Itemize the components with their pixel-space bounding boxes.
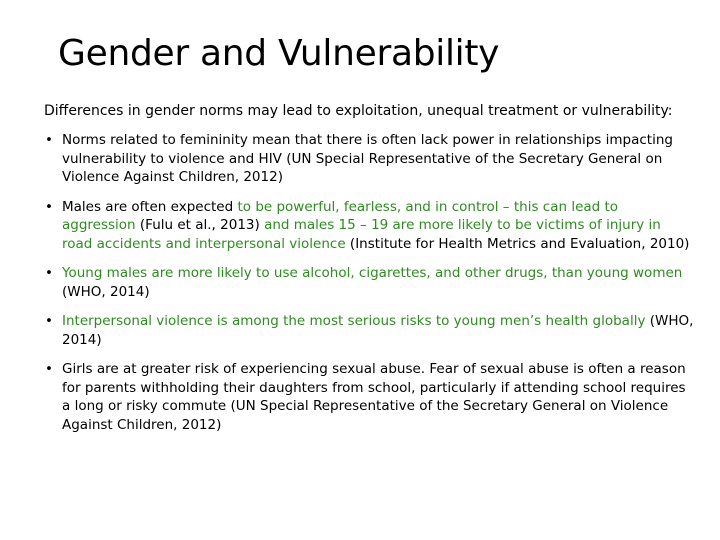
slide-body [44,102,694,445]
intro-text-1: Differences in gender norms may lead to [44,103,336,119]
bullet-list [44,131,694,434]
bullet-citation: (Fulu et al., 2013) [135,217,265,233]
intro-text-3: or vulnerability: [558,103,673,119]
intro-paragraph [44,102,694,121]
bullet-glyph: • [45,313,53,329]
bullet-highlight: Interpersonal violence is among the most serious risks to young men’s health globally [62,313,646,329]
intro-term-unequal-treatment: unequal treatment [427,103,559,119]
bullet-item-femininity [44,131,694,187]
slide-title: Gender and Vulnerability [58,33,500,74]
bullet-citation: (WHO, 2014) [62,283,150,300]
intro-term-exploitation: exploitation [335,103,419,119]
bullet-item-young-males [44,264,694,301]
bullet-citation: (Institute for Health Metrics and Evaluation, 2010) [345,235,690,252]
bullet-text: Norms related to femininity mean that there is often lack power in relationships impacting vulnerability to violence and HIV (UN Special Representative of the Secretary General on Violence Against Children, 2012) [62,132,673,185]
bullet-glyph: • [45,265,53,281]
bullet-glyph: • [45,198,53,215]
bullet-citation: (WHO, 2014) [62,313,694,348]
intro-text-2: , [418,103,428,119]
bullet-highlight: and males 15 – 19 are more likely to be victims of injury in road accidents and interpersonal violence [62,217,661,252]
bullet-text: Girls are at greater risk of experiencing sexual abuse. Fear of sexual abuse is often a reason for parents withholding their daughters from school, particularly if attending school requires a long or risky commute (UN Special Representative of the Secretary General on Violence Against Children, 2012) [62,361,686,433]
bullet-highlight: to be powerful, fearless, and in control – this can lead to aggression [62,198,619,233]
bullet-glyph: • [45,132,53,148]
bullet-item-girls-risk [44,360,694,434]
bullet-highlight: Young males are more likely to use alcohol, cigarettes, and other drugs, than young women [62,265,683,281]
bullet-item-males-expected [44,198,694,254]
bullet-item-interpersonal-violence [44,312,694,349]
bullet-text: Males are often expected [62,198,238,215]
bullet-glyph: • [45,361,53,377]
